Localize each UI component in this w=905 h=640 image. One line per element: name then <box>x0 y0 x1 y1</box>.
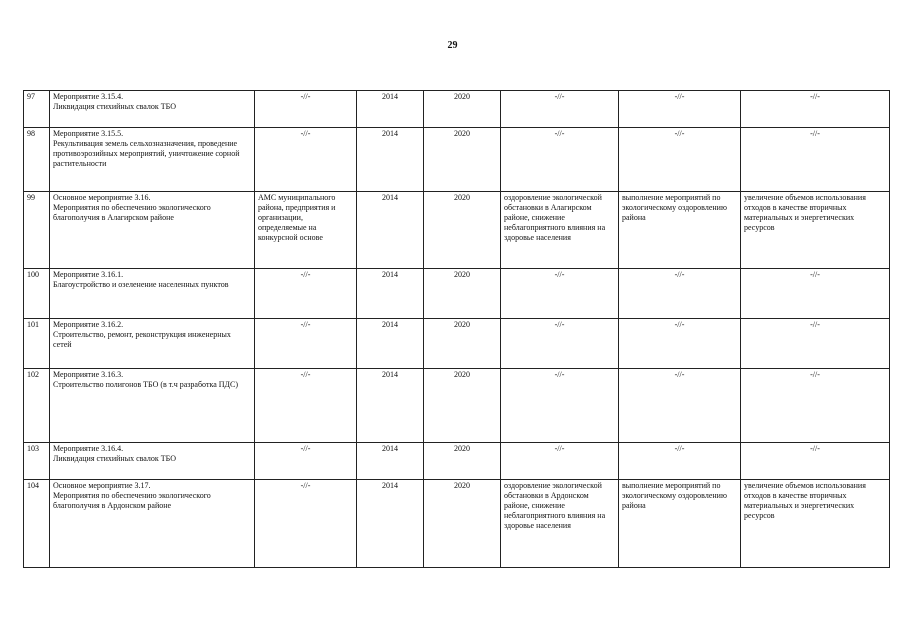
program-table <box>23 90 890 568</box>
measures-cell: выполнение мероприятий по экологическому оздоровлению района <box>619 192 741 269</box>
activity-title: Мероприятие 3.16.3. <box>53 370 124 379</box>
activity-description: Мероприятия по обеспечению экологического благополучия в Ардонском районе <box>53 491 211 510</box>
executor-cell: -//- <box>255 128 357 192</box>
result-cell: оздоровление экологической обстановки в Алагирском районе, снижение неблагоприятного влияния на здоровье населения <box>501 192 619 269</box>
result-cell: -//- <box>501 443 619 480</box>
activity-cell <box>50 319 255 369</box>
executor-cell: -//- <box>255 443 357 480</box>
activity-title: Мероприятие 3.15.4. <box>53 92 124 101</box>
measures-cell: -//- <box>619 91 741 128</box>
measures-cell: -//- <box>619 443 741 480</box>
measures-cell: -//- <box>619 319 741 369</box>
row-number: 98 <box>24 128 50 192</box>
end-year-cell: 2020 <box>424 369 501 443</box>
indicator-cell: -//- <box>741 443 890 480</box>
end-year-cell: 2020 <box>424 480 501 568</box>
activity-cell <box>50 480 255 568</box>
table-row <box>24 369 890 443</box>
end-year-cell: 2020 <box>424 128 501 192</box>
start-year-cell: 2014 <box>357 128 424 192</box>
end-year-cell: 2020 <box>424 269 501 319</box>
measures-cell: -//- <box>619 269 741 319</box>
activity-title: Мероприятие 3.15.5. <box>53 129 124 138</box>
indicator-cell: -//- <box>741 91 890 128</box>
activity-cell <box>50 369 255 443</box>
measures-cell: -//- <box>619 128 741 192</box>
activity-description: Строительство полигонов ТБО (в т.ч разработка ПДС) <box>53 380 238 389</box>
measures-cell: -//- <box>619 369 741 443</box>
table-row <box>24 443 890 480</box>
start-year-cell: 2014 <box>357 269 424 319</box>
activity-title: Мероприятие 3.16.1. <box>53 270 124 279</box>
end-year-cell: 2020 <box>424 319 501 369</box>
result-cell: -//- <box>501 369 619 443</box>
row-number: 100 <box>24 269 50 319</box>
activity-cell <box>50 91 255 128</box>
start-year-cell: 2014 <box>357 443 424 480</box>
executor-cell: -//- <box>255 480 357 568</box>
activity-description: Ликвидация стихийных свалок ТБО <box>53 454 176 463</box>
activity-title: Мероприятие 3.16.4. <box>53 444 124 453</box>
start-year-cell: 2014 <box>357 319 424 369</box>
row-number: 103 <box>24 443 50 480</box>
end-year-cell: 2020 <box>424 91 501 128</box>
activity-description: Мероприятия по обеспечению экологического благополучия в Алагирском районе <box>53 203 211 222</box>
row-number: 101 <box>24 319 50 369</box>
row-number: 104 <box>24 480 50 568</box>
result-cell: -//- <box>501 128 619 192</box>
activity-cell <box>50 192 255 269</box>
activity-title: Основное мероприятие 3.16. <box>53 193 151 202</box>
start-year-cell: 2014 <box>357 480 424 568</box>
end-year-cell: 2020 <box>424 192 501 269</box>
start-year-cell: 2014 <box>357 369 424 443</box>
measures-cell: выполнение мероприятий по экологическому оздоровлению района <box>619 480 741 568</box>
indicator-cell: -//- <box>741 269 890 319</box>
indicator-cell: -//- <box>741 369 890 443</box>
start-year-cell: 2014 <box>357 91 424 128</box>
result-cell: -//- <box>501 319 619 369</box>
table-row <box>24 91 890 128</box>
table-row <box>24 480 890 568</box>
end-year-cell: 2020 <box>424 443 501 480</box>
indicator-cell: -//- <box>741 319 890 369</box>
table-row <box>24 128 890 192</box>
result-cell: -//- <box>501 269 619 319</box>
activity-description: Строительство, ремонт, реконструкция инженерных сетей <box>53 330 231 349</box>
activity-title: Основное мероприятие 3.17. <box>53 481 151 490</box>
executor-cell: -//- <box>255 91 357 128</box>
indicator-cell: -//- <box>741 128 890 192</box>
indicator-cell: увеличение объемов использования отходов в качестве вторичных материальных и энергетических ресурсов <box>741 480 890 568</box>
executor-cell: -//- <box>255 319 357 369</box>
activity-cell <box>50 128 255 192</box>
executor-cell: -//- <box>255 369 357 443</box>
table-row <box>24 269 890 319</box>
activity-cell <box>50 443 255 480</box>
start-year-cell: 2014 <box>357 192 424 269</box>
executor-cell: -//- <box>255 269 357 319</box>
table-row <box>24 192 890 269</box>
result-cell: оздоровление экологической обстановки в Ардонском районе, снижение неблагоприятного влияния на здоровье населения <box>501 480 619 568</box>
result-cell: -//- <box>501 91 619 128</box>
row-number: 99 <box>24 192 50 269</box>
activity-description: Ликвидация стихийных свалок ТБО <box>53 102 176 111</box>
activity-cell <box>50 269 255 319</box>
indicator-cell: увеличение объемов использования отходов в качестве вторичных материальных и энергетических ресурсов <box>741 192 890 269</box>
activity-title: Мероприятие 3.16.2. <box>53 320 124 329</box>
page-number: 29 <box>447 40 458 51</box>
activity-description: Рекультивация земель сельхозназначения, проведение противоэрозийных мероприятий, уничтожение сорной растительности <box>53 139 240 168</box>
row-number: 97 <box>24 91 50 128</box>
activity-description: Благоустройство и озеленение населенных пунктов <box>53 280 229 289</box>
table-row <box>24 319 890 369</box>
row-number: 102 <box>24 369 50 443</box>
executor-cell: АМС муниципального района, предприятия и организации, определяемые на конкурсной основе <box>255 192 357 269</box>
